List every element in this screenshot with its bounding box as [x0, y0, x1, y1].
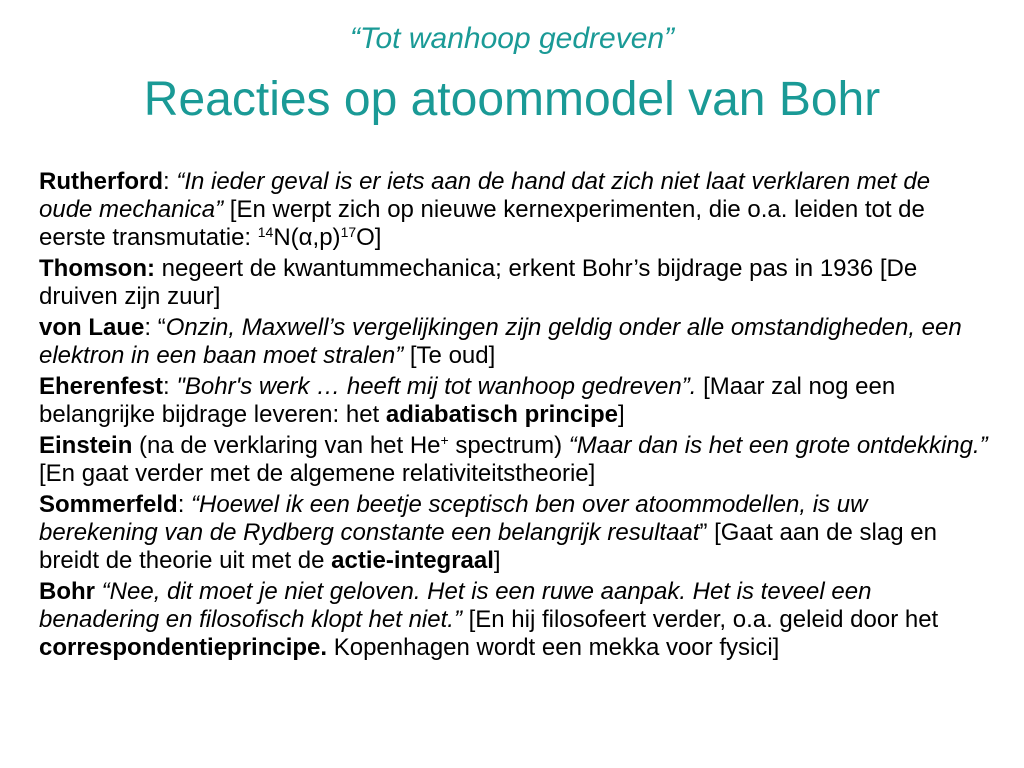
paragraph-ehrenfest: [39, 373, 989, 429]
separator: :: [163, 373, 177, 400]
paragraph-rutherford: [39, 168, 989, 252]
separator: :: [177, 491, 192, 518]
note: negeert de kwantummechanica; erkent Bohr’s bijdrage pas in 1936 [De druiven zijn zuur]: [39, 255, 918, 310]
paragraph-einstein: [39, 432, 989, 488]
paragraph-bohr: [39, 578, 989, 662]
slide-subtitle: “Tot wanhoop gedreven”: [349, 22, 675, 55]
note: [En gaat verder met de algemene relativiteitstheorie]: [39, 460, 596, 487]
note: [En werpt zich op nieuwe kernexperimenten, die o.a. leiden tot de eerste transmutatie:: [39, 196, 925, 251]
person-name: Einstein: [39, 432, 133, 459]
person-name: von Laue: [39, 314, 145, 341]
context-end: spectrum): [448, 432, 569, 459]
superscript: 17: [340, 224, 357, 240]
context: (na de verklaring van het He: [132, 432, 441, 459]
superscript: 14: [257, 224, 274, 240]
paragraph-von-laue: [39, 314, 989, 370]
person-name: Rutherford: [39, 168, 163, 195]
note-end: ]: [617, 401, 625, 428]
reaction-end: O]: [356, 224, 382, 251]
key-term: correspondentieprincipe.: [39, 634, 328, 661]
quote: “In ieder geval is er iets aan de hand dat zich niet laat verklaren met de oude mechanica”: [39, 168, 931, 223]
quote: "Bohr's werk … heeft mij tot wanhoop gedreven”.: [176, 373, 697, 400]
person-name: Thomson:: [39, 255, 155, 282]
note: [Te oud]: [403, 342, 496, 369]
reaction-text: N(α,p): [273, 224, 341, 251]
note-end: ]: [493, 547, 501, 574]
superscript: +: [440, 432, 449, 448]
separator: :: [162, 168, 177, 195]
quote: “Hoewel ik een beetje sceptisch ben over atoommodellen, is uw berekening van de Rydberg constante een belangrijk resultaat: [39, 491, 868, 546]
separator: : “: [144, 314, 166, 341]
person-name: Eherenfest: [39, 373, 164, 400]
key-term: actie-integraal: [331, 547, 494, 574]
slide-body: [39, 168, 989, 665]
person-name: Bohr: [39, 578, 95, 605]
note: [En hij filosofeert verder, o.a. geleid door het: [461, 606, 939, 633]
quote: “Maar dan is het een grote ontdekking.”: [568, 432, 988, 459]
quote: “Nee, dit moet je niet geloven. Het is een ruwe aanpak. Het is teveel een benadering en filosofisch klopt het niet.”: [39, 578, 872, 633]
paragraph-thomson: [39, 255, 989, 311]
key-term: adiabatisch principe: [385, 401, 618, 428]
slide-title: Reacties op atoommodel van Bohr: [143, 73, 881, 126]
paragraph-sommerfeld: [39, 491, 989, 575]
note: [Maar zal nog een belangrijke bijdrage leveren: het: [39, 373, 896, 428]
note-end: Kopenhagen wordt een mekka voor fysici]: [327, 634, 780, 661]
quote: Onzin, Maxwell’s vergelijkingen zijn geldig onder alle omstandigheden, een elektron in een baan moet stralen”: [39, 314, 962, 369]
note: ” [Gaat aan de slag en breidt de theorie uit met de: [39, 519, 937, 574]
person-name: Sommerfeld: [39, 491, 178, 518]
